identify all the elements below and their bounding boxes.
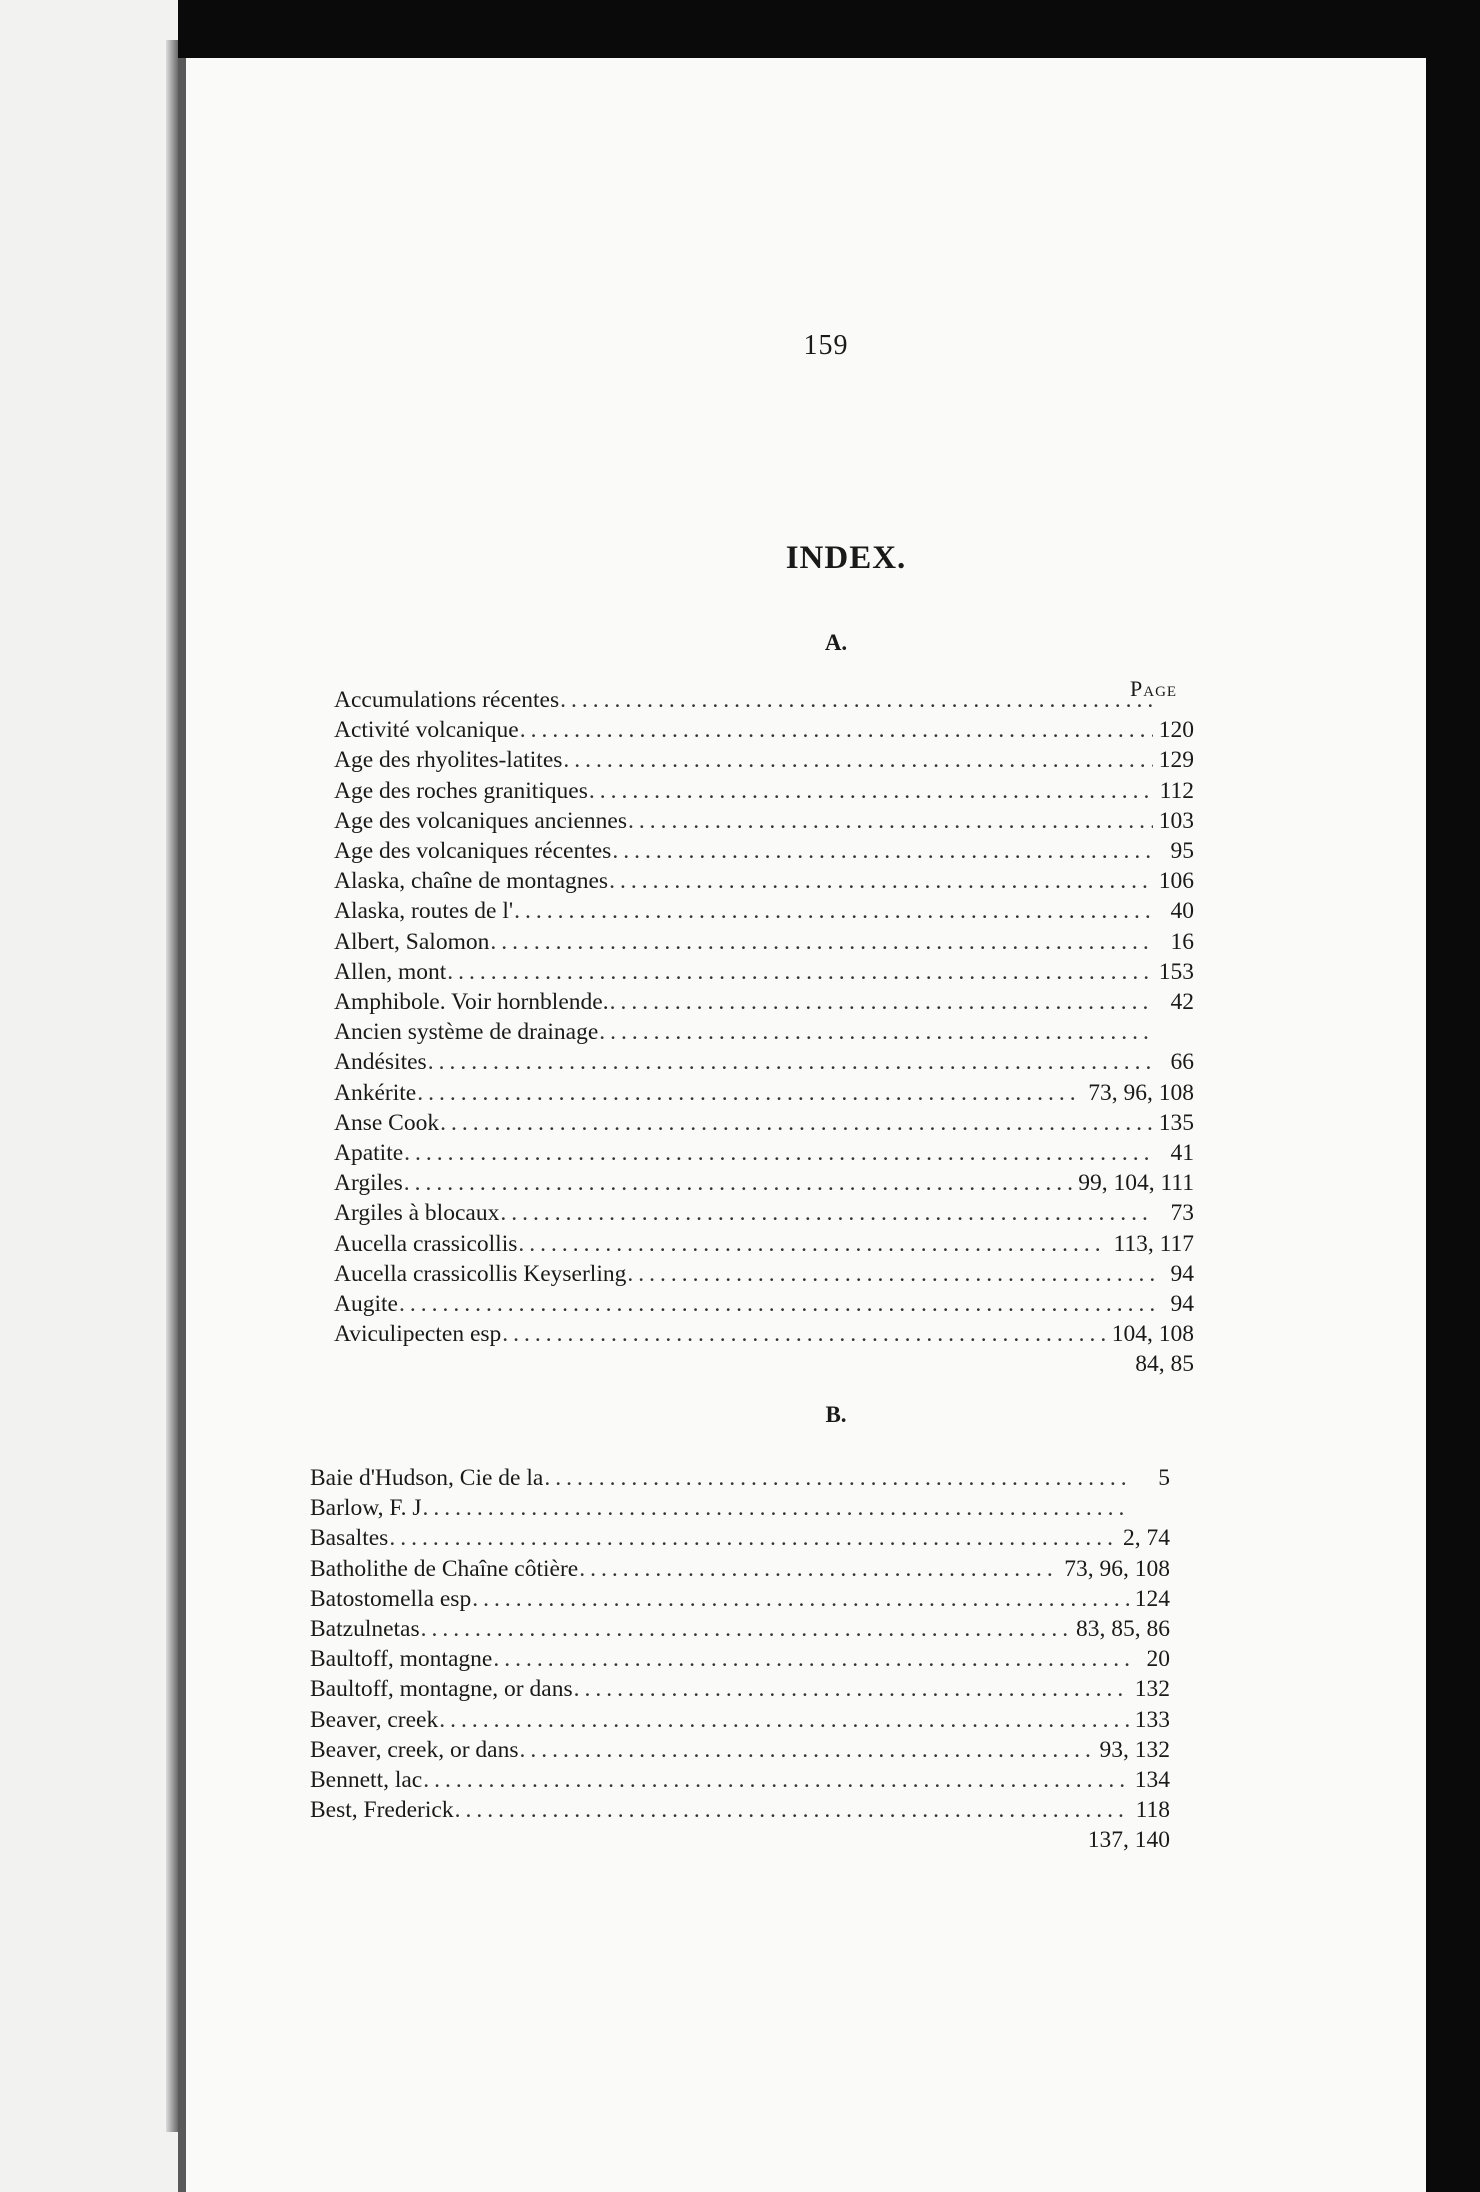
index-entry bbox=[310, 1644, 1170, 1674]
index-entry bbox=[334, 987, 1194, 1017]
entry-term: Alaska, chaîne de montagnes bbox=[334, 868, 609, 895]
index-entry bbox=[310, 1674, 1170, 1704]
facing-page-edge bbox=[0, 0, 178, 2192]
entry-term: Age des rhyolites-latites bbox=[334, 747, 563, 774]
index-entry bbox=[310, 1614, 1170, 1644]
index-entries-a bbox=[334, 685, 1194, 1380]
index-entries-b bbox=[310, 1463, 1170, 1856]
entry-pages: 99, 104, 111 bbox=[1078, 1170, 1194, 1197]
index-page bbox=[178, 58, 1426, 2192]
index-entry bbox=[334, 1349, 1194, 1379]
entry-pages: 94 bbox=[1170, 1260, 1194, 1287]
entry-pages: 93, 132 bbox=[1099, 1736, 1170, 1763]
leader-dots bbox=[579, 1554, 1058, 1584]
entry-pages: 41 bbox=[1170, 1140, 1194, 1167]
leader-dots bbox=[610, 987, 1154, 1017]
leader-dots bbox=[421, 1614, 1070, 1644]
entry-term: Baultoff, montagne bbox=[310, 1646, 493, 1673]
entry-term: Ankérite bbox=[334, 1079, 417, 1106]
index-entry bbox=[334, 1017, 1194, 1047]
index-entry bbox=[310, 1523, 1170, 1553]
entry-term: Anse Cook bbox=[334, 1109, 440, 1136]
entry-pages: 2, 74 bbox=[1123, 1525, 1170, 1552]
leader-dots bbox=[518, 1229, 1107, 1259]
entry-term: Allen, mont bbox=[334, 958, 447, 985]
entry-pages: 94 bbox=[1170, 1291, 1194, 1318]
index-entry bbox=[334, 1229, 1194, 1259]
entry-pages: 135 bbox=[1158, 1109, 1194, 1136]
leader-dots bbox=[502, 1319, 1105, 1349]
entry-pages: 112 bbox=[1159, 777, 1194, 804]
leader-dots bbox=[447, 957, 1152, 987]
entry-term: Baie d'Hudson, Cie de la bbox=[310, 1465, 544, 1491]
entry-term: Age des volcaniques récentes bbox=[334, 838, 612, 865]
index-entry bbox=[334, 685, 1194, 715]
leader-dots bbox=[389, 1523, 1117, 1553]
entry-term: Apatite bbox=[334, 1140, 404, 1167]
leader-dots bbox=[627, 1259, 1154, 1289]
entry-term: Batostomella esp bbox=[310, 1585, 472, 1612]
entry-pages: 104, 108 bbox=[1111, 1321, 1194, 1348]
leader-dots bbox=[404, 1138, 1154, 1168]
entry-term: Best, Frederick bbox=[310, 1797, 454, 1824]
leader-dots bbox=[563, 745, 1152, 775]
leader-dots bbox=[589, 776, 1154, 806]
entry-pages: 66 bbox=[1170, 1049, 1194, 1076]
page-number: 159 bbox=[803, 330, 849, 361]
index-entry bbox=[334, 715, 1194, 745]
index-entry bbox=[310, 1735, 1170, 1765]
index-entry bbox=[334, 1198, 1194, 1228]
entry-term: Age des roches granitiques bbox=[334, 777, 588, 804]
entry-term: Amphibole. Voir hornblende. bbox=[334, 989, 609, 1016]
index-entry bbox=[334, 1289, 1194, 1319]
index-entry bbox=[334, 866, 1194, 896]
entry-pages: 103 bbox=[1158, 807, 1194, 834]
leader-dots bbox=[404, 1168, 1072, 1198]
leader-dots bbox=[574, 1674, 1129, 1704]
entry-term: Beaver, creek, or dans bbox=[310, 1736, 519, 1763]
entry-term: Aucella crassicollis bbox=[334, 1230, 518, 1257]
entry-term: Basaltes bbox=[310, 1525, 389, 1552]
index-entry bbox=[334, 1259, 1194, 1289]
entry-pages: 153 bbox=[1158, 958, 1194, 985]
entry-pages: 118 bbox=[1135, 1797, 1170, 1824]
entry-pages: 5 bbox=[1158, 1465, 1170, 1491]
index-entry bbox=[334, 927, 1194, 957]
leader-dots bbox=[520, 715, 1153, 745]
leader-dots bbox=[490, 927, 1154, 957]
entry-term: Beaver, creek bbox=[310, 1706, 439, 1733]
entry-term: Aucella crassicollis Keyserling bbox=[334, 1260, 627, 1287]
leader-dots bbox=[500, 1198, 1154, 1228]
leader-dots bbox=[612, 836, 1154, 866]
index-entry bbox=[334, 1047, 1194, 1077]
leader-dots bbox=[423, 1493, 1131, 1523]
index-entry bbox=[310, 1795, 1170, 1825]
leader-dots bbox=[599, 1017, 1154, 1047]
entry-pages: 134 bbox=[1134, 1767, 1170, 1794]
leader-dots bbox=[609, 866, 1153, 896]
entry-term: Argiles à blocaux bbox=[334, 1200, 500, 1227]
entry-term: Andésites bbox=[334, 1049, 427, 1076]
entry-term: Bennett, lac bbox=[310, 1767, 423, 1794]
entry-term: Ancien système de drainage bbox=[334, 1019, 599, 1046]
entry-term: Alaska, routes de l' bbox=[334, 898, 514, 925]
section-letter-b: B. bbox=[825, 1402, 847, 1427]
entry-pages: 40 bbox=[1170, 898, 1194, 925]
index-entry bbox=[334, 1168, 1194, 1198]
leader-dots bbox=[544, 1463, 1130, 1493]
leader-dots bbox=[439, 1705, 1129, 1735]
index-entry bbox=[334, 776, 1194, 806]
leader-dots bbox=[417, 1078, 1082, 1108]
entry-term: Argiles bbox=[334, 1170, 403, 1197]
entry-term: Age des volcaniques anciennes bbox=[334, 807, 627, 834]
entry-pages: 83, 85, 86 bbox=[1076, 1616, 1170, 1643]
entry-term: Aviculipecten esp bbox=[334, 1321, 502, 1348]
index-title: INDEX. bbox=[785, 540, 907, 576]
entry-pages: 113, 117 bbox=[1113, 1230, 1194, 1257]
entry-term: Barlow, F. J bbox=[310, 1495, 422, 1522]
leader-dots bbox=[399, 1289, 1154, 1319]
leader-dots bbox=[514, 896, 1154, 926]
entry-term: Activité volcanique bbox=[334, 717, 519, 744]
index-entry bbox=[310, 1705, 1170, 1735]
leader-dots bbox=[423, 1765, 1129, 1795]
entry-pages: 95 bbox=[1170, 838, 1194, 865]
index-entry bbox=[334, 836, 1194, 866]
index-entry bbox=[334, 806, 1194, 836]
index-entry bbox=[334, 1078, 1194, 1108]
entry-term: Augite bbox=[334, 1291, 398, 1318]
index-entry bbox=[334, 1138, 1194, 1168]
entry-pages: 129 bbox=[1158, 747, 1194, 774]
entry-term: Batzulnetas bbox=[310, 1616, 420, 1643]
leader-dots bbox=[428, 1047, 1154, 1077]
index-entry bbox=[310, 1825, 1170, 1855]
entry-term: Baultoff, montagne, or dans bbox=[310, 1676, 573, 1703]
index-entry bbox=[310, 1554, 1170, 1584]
entry-pages: 84, 85 bbox=[1135, 1351, 1194, 1378]
entry-pages: 132 bbox=[1134, 1676, 1170, 1703]
page-column-heading: Page bbox=[1130, 676, 1178, 701]
entry-pages: 73, 96, 108 bbox=[1064, 1555, 1170, 1582]
entry-pages: 120 bbox=[1158, 717, 1194, 744]
leader-dots bbox=[440, 1108, 1153, 1138]
index-entry bbox=[334, 1108, 1194, 1138]
index-entry bbox=[334, 1319, 1194, 1349]
index-entry bbox=[310, 1765, 1170, 1795]
entry-pages: 73 bbox=[1170, 1200, 1194, 1227]
section-letter-a: A. bbox=[824, 630, 848, 655]
entry-pages: 106 bbox=[1158, 868, 1194, 895]
entry-pages: 124 bbox=[1134, 1585, 1170, 1612]
index-entry bbox=[334, 957, 1194, 987]
index-entry bbox=[310, 1493, 1170, 1523]
entry-term: Accumulations récentes bbox=[334, 687, 560, 713]
entry-pages: 42 bbox=[1170, 989, 1194, 1016]
leader-dots bbox=[560, 685, 1154, 715]
entry-pages: 16 bbox=[1170, 928, 1194, 955]
index-entry bbox=[310, 1584, 1170, 1614]
index-entry bbox=[310, 1463, 1170, 1493]
index-entry bbox=[334, 896, 1194, 926]
leader-dots bbox=[493, 1644, 1130, 1674]
leader-dots bbox=[520, 1735, 1094, 1765]
entry-pages: 137, 140 bbox=[1087, 1827, 1170, 1854]
leader-dots bbox=[628, 806, 1153, 836]
leader-dots bbox=[472, 1584, 1129, 1614]
entry-pages: 73, 96, 108 bbox=[1088, 1079, 1194, 1106]
leader-dots bbox=[455, 1795, 1130, 1825]
entry-pages: 133 bbox=[1134, 1706, 1170, 1733]
entry-term: Batholithe de Chaîne côtière bbox=[310, 1555, 579, 1582]
entry-term: Albert, Salomon bbox=[334, 928, 490, 955]
index-entry bbox=[334, 745, 1194, 775]
entry-pages: 20 bbox=[1146, 1646, 1170, 1673]
